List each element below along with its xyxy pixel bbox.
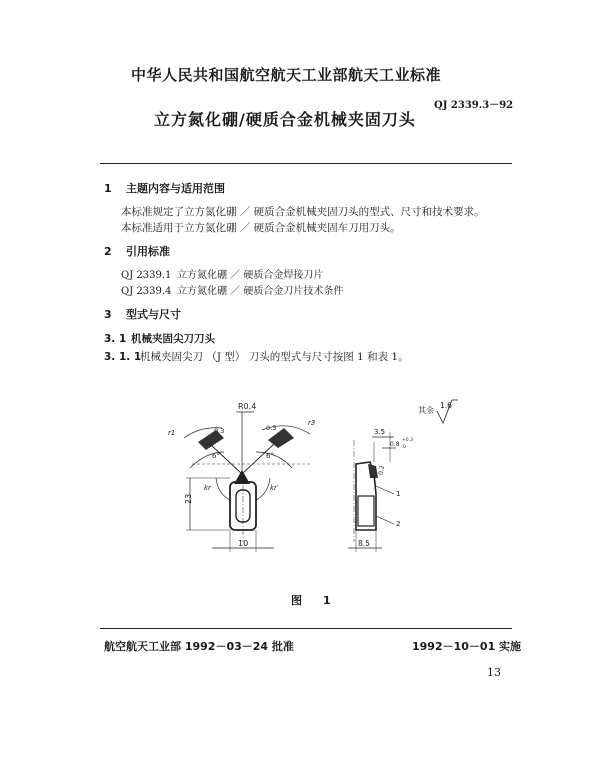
document-title: 立方氮化硼/硬质合金机械夹固刀头 — [154, 110, 416, 129]
reference-title: 立方氮化硼 ／ 硬质合金焊接刀片 — [177, 270, 324, 281]
label-r3: r3 — [308, 419, 316, 427]
label-angle-left: 6° — [212, 452, 220, 460]
section-title: 引用标准 — [126, 245, 170, 258]
kr-arc — [216, 478, 230, 500]
reference-item — [121, 266, 323, 281]
right-angle-arc — [256, 452, 292, 468]
implementation-date: 1992－10－01 实施 — [412, 640, 522, 653]
figure-1-drawing — [150, 390, 470, 570]
section-number: 2 — [104, 245, 112, 258]
section-1-paragraph-1: 本标准规定了立方氮化硼 ／ 硬质合金机械夹固刀头的型式、尺寸和技术要求。 — [121, 206, 485, 218]
label-dim-08: 0.8 — [390, 441, 400, 448]
label-r1: r1 — [168, 429, 176, 437]
approval-date: 航空航天工业部 1992－03－24 批准 — [104, 640, 294, 653]
page-number: 13 — [487, 666, 501, 679]
section-number: 1 — [104, 182, 112, 195]
reference-code: QJ 2339.1 — [121, 270, 172, 281]
label-dim-85: 8.5 — [358, 539, 370, 548]
clause-text: 机械夹固尖刀 （J 型） 刀头的型式与尺寸按图 1 和表 1。 — [140, 351, 409, 363]
subsection-title: 机械夹固尖刀刀头 — [131, 333, 215, 345]
roughness-value: 1.6 — [440, 401, 452, 410]
label-tol-plus: +0.3 — [402, 438, 413, 443]
reference-item — [121, 282, 343, 297]
standard-number: QJ 2339.3－92 — [434, 100, 514, 111]
side-view-slot — [358, 496, 374, 526]
kr-prime-arc — [256, 478, 270, 500]
clause-number: 3. 1. 1 — [104, 351, 142, 363]
section-2-heading — [104, 243, 170, 259]
subsection-number: 3. 1 — [104, 333, 127, 345]
tool-slot — [236, 490, 250, 522]
reference-title: 立方氮化硼 ／ 硬质合金刀片技术条件 — [177, 286, 344, 297]
label-dim-02: 0.2 — [377, 465, 387, 476]
roughness-prefix: 其余 — [418, 406, 434, 415]
section-title: 型式与尺寸 — [126, 308, 181, 321]
section-number: 3 — [104, 308, 112, 321]
callout-2: 2 — [396, 520, 401, 528]
callout-1-leader — [376, 486, 394, 494]
section-1-heading — [104, 180, 225, 196]
label-kr: kr — [204, 484, 211, 492]
figure-caption: 图 1 — [291, 594, 336, 607]
label-dim-35: 3.5 — [374, 428, 386, 436]
clause-3-1-1 — [104, 349, 409, 364]
label-phi-left: 0.3 — [214, 427, 225, 435]
subsection-3-1-heading — [104, 331, 215, 346]
label-width: 10 — [238, 539, 249, 548]
callout-1: 1 — [396, 490, 401, 498]
issuing-organization: 中华人民共和国航空航天工业部航天工业标准 — [131, 66, 442, 84]
label-height: 23 — [184, 493, 193, 504]
label-tol-zero: 0 — [403, 445, 406, 450]
footer-rule — [100, 628, 512, 629]
label-angle-right: 6° — [266, 452, 274, 460]
section-title: 主题内容与适用范围 — [126, 182, 225, 195]
label-phi-right: 0.3 — [266, 424, 277, 432]
section-3-heading — [104, 306, 181, 322]
header-rule — [100, 163, 512, 164]
side-view-insert — [368, 464, 378, 478]
section-1-paragraph-2: 本标准适用于立方氮化硼 ／ 硬质合金机械夹固车刀用刀头。 — [121, 222, 401, 234]
radius-label: R0.4 — [238, 402, 257, 411]
callout-2-leader — [376, 516, 394, 524]
reference-code: QJ 2339.4 — [121, 286, 172, 297]
label-kr-prime: kr′ — [270, 484, 279, 492]
